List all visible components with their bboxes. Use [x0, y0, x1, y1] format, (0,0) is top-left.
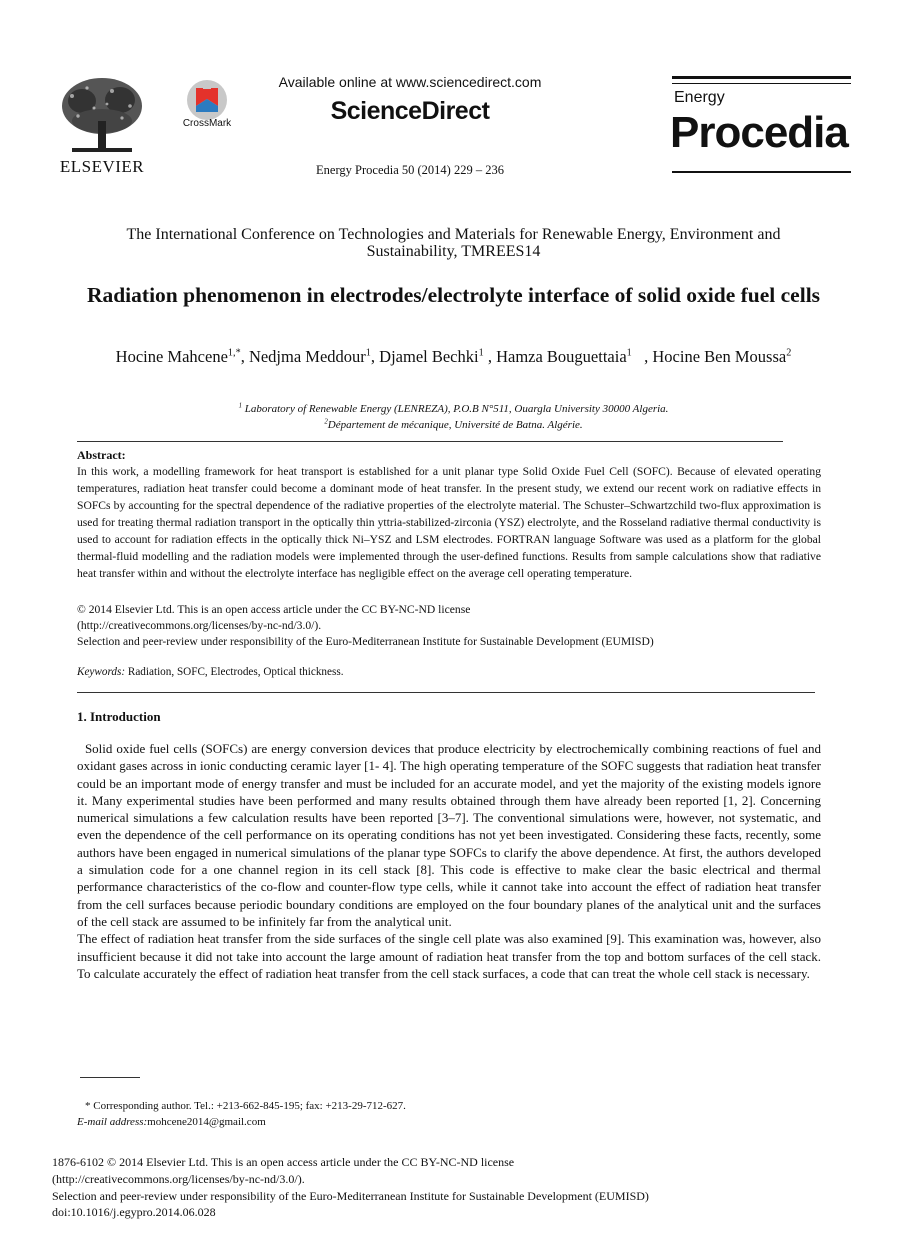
- journal-citation: Energy Procedia 50 (2014) 229 – 236: [316, 163, 504, 177]
- keywords-text: Radiation, SOFC, Electrodes, Optical thickness.: [125, 666, 344, 678]
- brand-rule-thin: [672, 83, 851, 84]
- author-name: Hamza Bouguettaia: [496, 347, 627, 366]
- abstract-text: In this work, a modelling framework for heat transport is established for a unit planar type Solid Oxide Fuel Cell (SOFC). Because of elevated operating temperatures, radiation heat transfer could become a dominant mode of heat transfer. In the present study, we extend our recent work on radiative effects in SOFCs by accounting for the spectral dependence of the radiative properties of the electrolyte material. The Schuster–Schwartzchild two-flux approximation is used for treating thermal radiation transport in the optically thin yttria-stabilized-zirconia (YSZ) electrolyte, and the Rosseland radiative thermal conductivity is used to account for radiation effects in the optically thick Ni–YSZ and LSM electrodes. FORTRAN language Software was used as a platform for the global thermal-fluid modelling and the radiation models were implemented through the user-defined functions. Results from sample calculations show that radiative heat transfer within and without the electrolyte interface has negligible effect on the average cell operating temperature.: [77, 465, 821, 580]
- email-address[interactable]: mohcene2014@gmail.com: [147, 1116, 266, 1128]
- keywords-label: Keywords:: [77, 666, 126, 678]
- license-link[interactable]: (http://creativecommons.org/licenses/by-nc-nd/3.0/).: [77, 619, 322, 632]
- author-separator: ,: [240, 347, 249, 366]
- available-online-text: Available online at www.sciencedirect.com: [278, 74, 542, 90]
- author-name: Hocine Mahcene: [115, 347, 228, 366]
- keywords-line: [77, 666, 821, 678]
- peer-review-note: Selection and peer-review under responsibility of the Euro-Mediterranean Institute for Sustainable Development (EUMISD): [77, 635, 654, 648]
- issn-line: 1876-6102 © 2014 Elsevier Ltd. This is an open access article under the CC BY-NC-ND license: [52, 1155, 515, 1169]
- publisher-wordmark: ELSEVIER: [59, 157, 145, 176]
- author-separator: ,: [370, 347, 380, 366]
- author-affiliation-mark: 2: [786, 347, 792, 359]
- author-affiliation-mark: 1,*: [227, 347, 241, 359]
- affiliation-number: 2: [324, 418, 328, 426]
- author-affiliation-mark: 1: [365, 347, 371, 359]
- affiliations: [90, 401, 817, 433]
- article-title: Radiation phenomenon in electrodes/electrolyte interface of solid oxide fuel cells: [86, 283, 821, 307]
- copyright-block: [77, 602, 821, 650]
- intro-paragraph: Solid oxide fuel cells (SOFCs) are energy conversion devices that produce electricity by electrochemically combining reactions of fuel and oxidant gases across in ionic conducting ceramic layer [1- 4]. The high operating temperature of the SOFC suggests that radiation heat transfer could be an important mode of energy transfer and must be included for an accurate model, and yet the majority of the existing models ignore it. Many experimental studies have been performed and many results obtained through them have already been reported [1, 2]. Concerning numerical simulations a few calculation results have been reported [3–7]. The conventional simulations were, however, not systematic, and even the dependence of the cell performance on its operating conditions has not yet been investigated. Considering these facts, recently, some authors have been engaged in numerical simulations of the planar type SOFCs to clarify the above dependence. At first, the authors developed a simulation code for a one channel region in its cell stack [8]. This code is effective to make clear the basic electrical and thermal performance characteristics of the co-flow and counter-flow type cells, while it cannot take into account the effect of radiation heat transfer from the cell surfaces because periodic boundary conditions are employed on the four boundary planes of the analytical unit and the surfaces of the cell stack are assumed to be infinitely far from the analytical unit.: [77, 741, 825, 929]
- corresponding-author: * Corresponding author. Tel.: +213-662-845-195; fax: +213-29-712-627.: [85, 1100, 406, 1112]
- email-label: E-mail address:: [77, 1116, 148, 1128]
- section-heading: 1. Introduction: [77, 709, 161, 724]
- footnote-rule: [80, 1077, 140, 1078]
- author-name: Hocine Ben Moussa: [652, 347, 787, 366]
- crossmark-label: CrossMark: [182, 118, 232, 129]
- footer-peer-review: Selection and peer-review under responsibility of the Euro-Mediterranean Institute for Sustainable Development (EUMISD): [52, 1188, 649, 1203]
- abstract-bottom-rule: [77, 692, 815, 693]
- copyright-line: © 2014 Elsevier Ltd. This is an open access article under the CC BY-NC-ND license: [77, 603, 471, 616]
- author-separator: ,: [631, 347, 653, 366]
- author-name: Nedjma Meddour: [248, 347, 366, 366]
- affiliation-number: 1: [238, 402, 242, 410]
- footnote: [77, 1098, 821, 1130]
- affiliation-text: Département de mécanique, Université de Batna. Algérie.: [327, 419, 583, 431]
- introduction-body: [77, 740, 825, 982]
- author-separator: ,: [483, 347, 497, 366]
- author-list: [90, 348, 817, 365]
- author-name: Djamel Bechki: [379, 347, 479, 366]
- brand-rule-bottom: [672, 171, 851, 173]
- conference-name: The International Conference on Technologies and Materials for Renewable Energy, Environment and Sustainability, TMREES14: [126, 226, 781, 260]
- abstract-heading: Abstract:: [77, 448, 126, 462]
- affiliation-line: [90, 401, 817, 417]
- doi-line[interactable]: doi:10.1016/j.egypro.2014.06.028: [52, 1205, 216, 1220]
- author-affiliation-mark: 1: [626, 347, 632, 359]
- intro-paragraph: The effect of radiation heat transfer from the side surfaces of the single cell plate was also examined [9]. This examination was, however, also insufficient because it did not take into account the large amount of radiation heat transfer from the top and bottom surfaces of the cell stack. To calculate accurately the effect of radiation heat transfer from the cell stack surfaces, a code that can treat the whole cell stack is necessary.: [77, 931, 821, 981]
- brand-rule-top: [672, 76, 851, 79]
- abstract-top-rule: [77, 441, 783, 442]
- sciencedirect-wordmark: ScienceDirect: [330, 97, 490, 125]
- affiliation-line: [90, 417, 817, 433]
- journal-brand-procedia: Procedia: [670, 108, 848, 157]
- journal-brand-energy: Energy: [674, 89, 725, 106]
- footer-license-link[interactable]: (http://creativecommons.org/licenses/by-nc-nd/3.0/).: [52, 1171, 305, 1186]
- author-affiliation-mark: 1: [478, 347, 484, 359]
- affiliation-text: Laboratory of Renewable Energy (LENREZA), P.O.B N°511, Ouargla University 30000 Algeria.: [241, 403, 669, 415]
- page-footer: [52, 1154, 852, 1221]
